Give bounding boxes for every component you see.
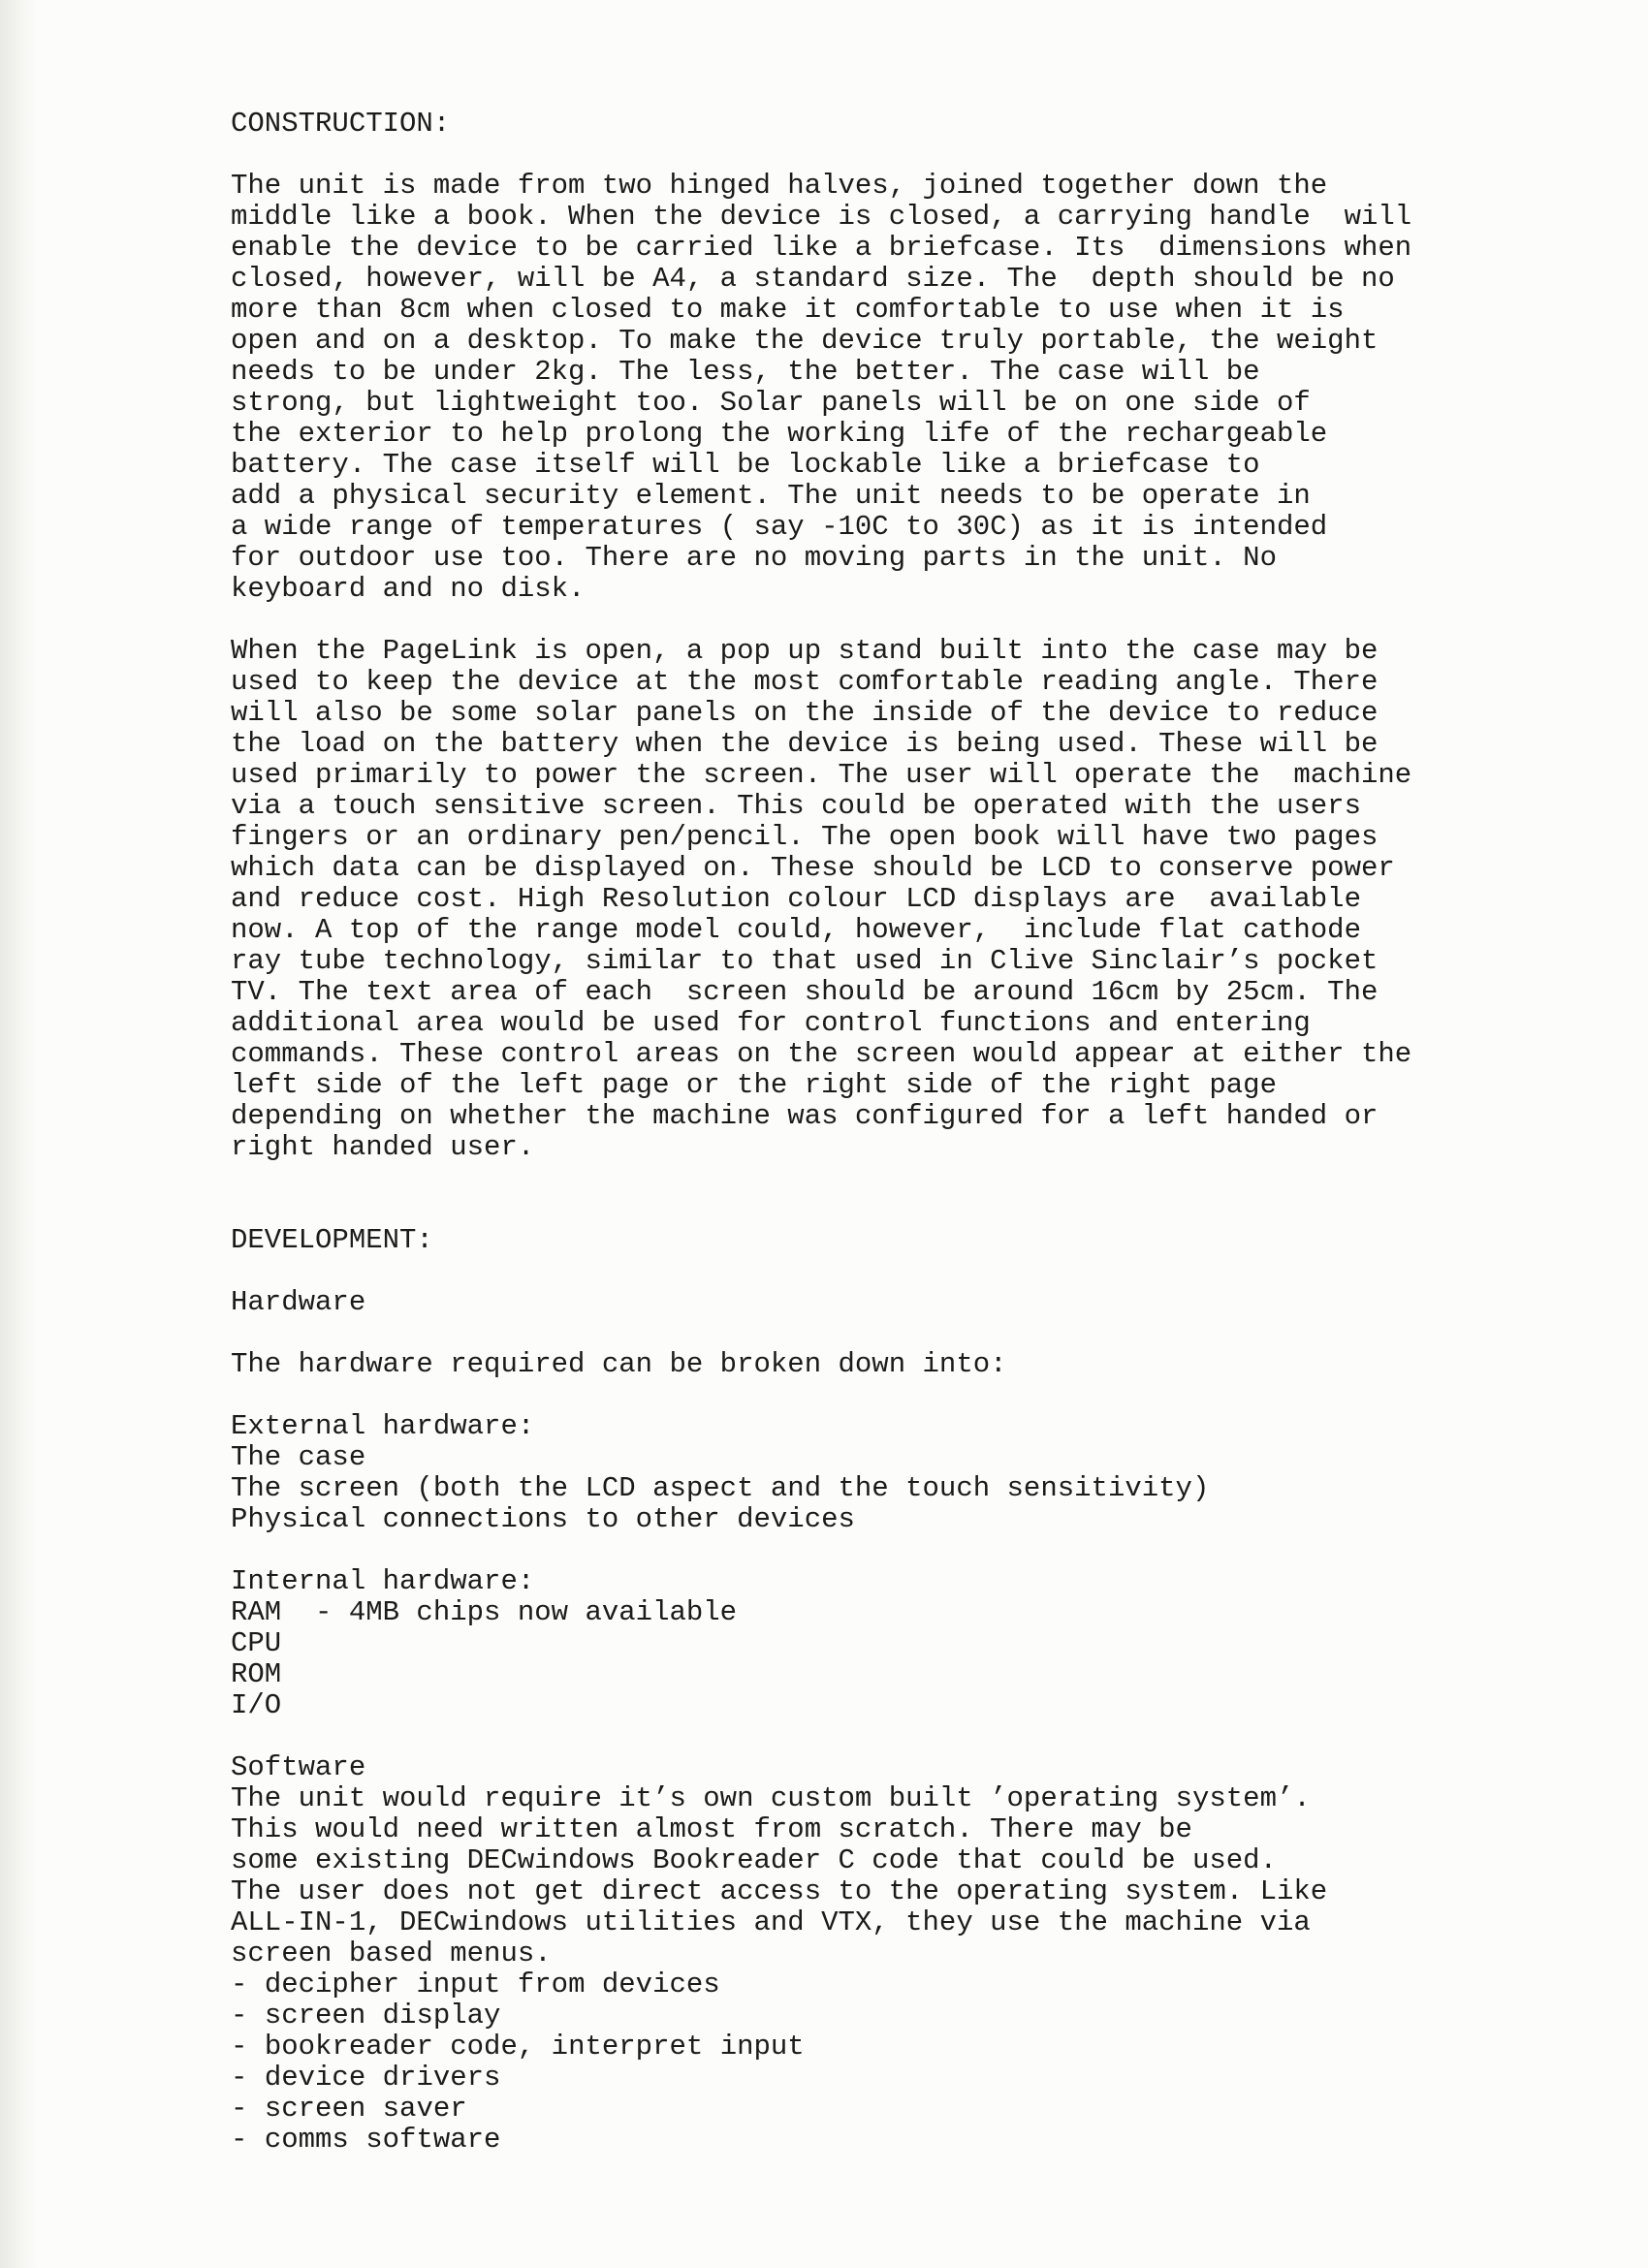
text-line: fingers or an ordinary pen/pencil. The open book will have two pages bbox=[231, 821, 1379, 853]
text-line: the load on the battery when the device is being used. These will be bbox=[231, 728, 1379, 760]
text-line: some existing DECwindows Bookreader C code that could be used. bbox=[231, 1844, 1277, 1876]
text-line: middle like a book. When the device is closed, a carrying handle will bbox=[231, 201, 1412, 233]
scan-left-edge bbox=[0, 0, 37, 2268]
list-item: - screen saver bbox=[231, 2094, 1607, 2125]
text-line: ray tube technology, similar to that used in Clive Sinclair’s pocket bbox=[231, 945, 1379, 977]
spacer bbox=[231, 1380, 1607, 1411]
text-line: and reduce cost. High Resolution colour LCD displays are available bbox=[231, 883, 1361, 915]
software-title: Software bbox=[231, 1751, 366, 1783]
list-item: - device drivers bbox=[231, 2063, 1607, 2094]
internal-hardware-list bbox=[231, 1597, 1607, 1721]
development-heading: DEVELOPMENT: bbox=[231, 1224, 433, 1256]
software-description bbox=[231, 1783, 1607, 1969]
spacer bbox=[231, 1318, 1607, 1349]
text-line: via a touch sensitive screen. This could be operated with the users bbox=[231, 790, 1361, 822]
text-line: open and on a desktop. To make the device truly portable, the weight bbox=[231, 325, 1379, 357]
list-item: - decipher input from devices bbox=[231, 1969, 1607, 2000]
text-line: add a physical security element. The unit needs to be operate in bbox=[231, 480, 1311, 512]
document-page bbox=[231, 109, 1607, 2156]
hardware-intro: The hardware required can be broken down into: bbox=[231, 1348, 1007, 1380]
text-line: depending on whether the machine was configured for a left handed or bbox=[231, 1100, 1379, 1132]
list-item: Physical connections to other devices bbox=[231, 1503, 855, 1535]
text-line: the exterior to help prolong the working life of the rechargeable bbox=[231, 418, 1328, 450]
list-item: I/O bbox=[231, 1689, 282, 1721]
spacer bbox=[231, 1163, 1607, 1225]
text-line: additional area would be used for control functions and entering bbox=[231, 1007, 1311, 1039]
spacer bbox=[231, 1256, 1607, 1287]
text-line: left side of the left page or the right side of the right page bbox=[231, 1069, 1277, 1101]
text-line: commands. These control areas on the screen would appear at either the bbox=[231, 1038, 1412, 1070]
external-hardware-title: External hardware: bbox=[231, 1410, 535, 1442]
text-line: keyboard and no disk. bbox=[231, 573, 586, 605]
text-line: more than 8cm when closed to make it comfortable to use when it is bbox=[231, 294, 1345, 326]
text-line: strong, but lightweight too. Solar panels will be on one side of bbox=[231, 387, 1311, 419]
software-components-list bbox=[231, 1969, 1607, 2156]
text-line: battery. The case itself will be lockable like a briefcase to bbox=[231, 449, 1260, 481]
spacer bbox=[231, 605, 1607, 636]
hardware-title: Hardware bbox=[231, 1286, 366, 1318]
construction-paragraph-2 bbox=[231, 636, 1607, 1163]
text-line: used to keep the device at the most comfortable reading angle. There bbox=[231, 666, 1379, 698]
text-line: right handed user. bbox=[231, 1131, 535, 1163]
list-item: - comms software bbox=[231, 2125, 1607, 2156]
text-line: needs to be under 2kg. The less, the better. The case will be bbox=[231, 356, 1260, 388]
text-line: which data can be displayed on. These should be LCD to conserve power bbox=[231, 852, 1395, 884]
text-line: now. A top of the range model could, however, include flat cathode bbox=[231, 914, 1361, 946]
text-line: The unit would require it’s own custom built ’operating system’. bbox=[231, 1782, 1311, 1814]
list-item: RAM - 4MB chips now available bbox=[231, 1596, 738, 1628]
list-item: ROM bbox=[231, 1658, 282, 1690]
text-line: enable the device to be carried like a briefcase. Its dimensions when bbox=[231, 232, 1412, 264]
text-line: for outdoor use too. There are no moving parts in the unit. No bbox=[231, 542, 1277, 574]
internal-hardware-title: Internal hardware: bbox=[231, 1565, 535, 1597]
text-line: will also be some solar panels on the inside of the device to reduce bbox=[231, 697, 1379, 729]
text-line: used primarily to power the screen. The user will operate the machine bbox=[231, 759, 1412, 791]
text-line: screen based menus. bbox=[231, 1937, 552, 1969]
construction-paragraph-1 bbox=[231, 171, 1607, 605]
spacer bbox=[231, 1721, 1607, 1752]
text-line: The unit is made from two hinged halves, joined together down the bbox=[231, 170, 1328, 202]
text-line: This would need written almost from scratch. There may be bbox=[231, 1813, 1192, 1845]
external-hardware-list bbox=[231, 1442, 1607, 1535]
list-item: CPU bbox=[231, 1627, 282, 1659]
list-item: The screen (both the LCD aspect and the touch sensitivity) bbox=[231, 1472, 1210, 1504]
text-line: closed, however, will be A4, a standard size. The depth should be no bbox=[231, 263, 1395, 295]
text-line: TV. The text area of each screen should be around 16cm by 25cm. The bbox=[231, 976, 1379, 1008]
text-line: ALL-IN-1, DECwindows utilities and VTX, they use the machine via bbox=[231, 1906, 1311, 1938]
spacer bbox=[231, 1535, 1607, 1566]
text-line: The user does not get direct access to the operating system. Like bbox=[231, 1875, 1328, 1907]
list-item: The case bbox=[231, 1441, 366, 1473]
text-line: a wide range of temperatures ( say -10C to 30C) as it is intended bbox=[231, 511, 1328, 543]
list-item: - screen display bbox=[231, 2000, 1607, 2032]
construction-heading: CONSTRUCTION: bbox=[231, 108, 451, 140]
spacer bbox=[231, 140, 1607, 171]
text-line: When the PageLink is open, a pop up stand built into the case may be bbox=[231, 635, 1379, 667]
list-item: - bookreader code, interpret input bbox=[231, 2032, 1607, 2063]
